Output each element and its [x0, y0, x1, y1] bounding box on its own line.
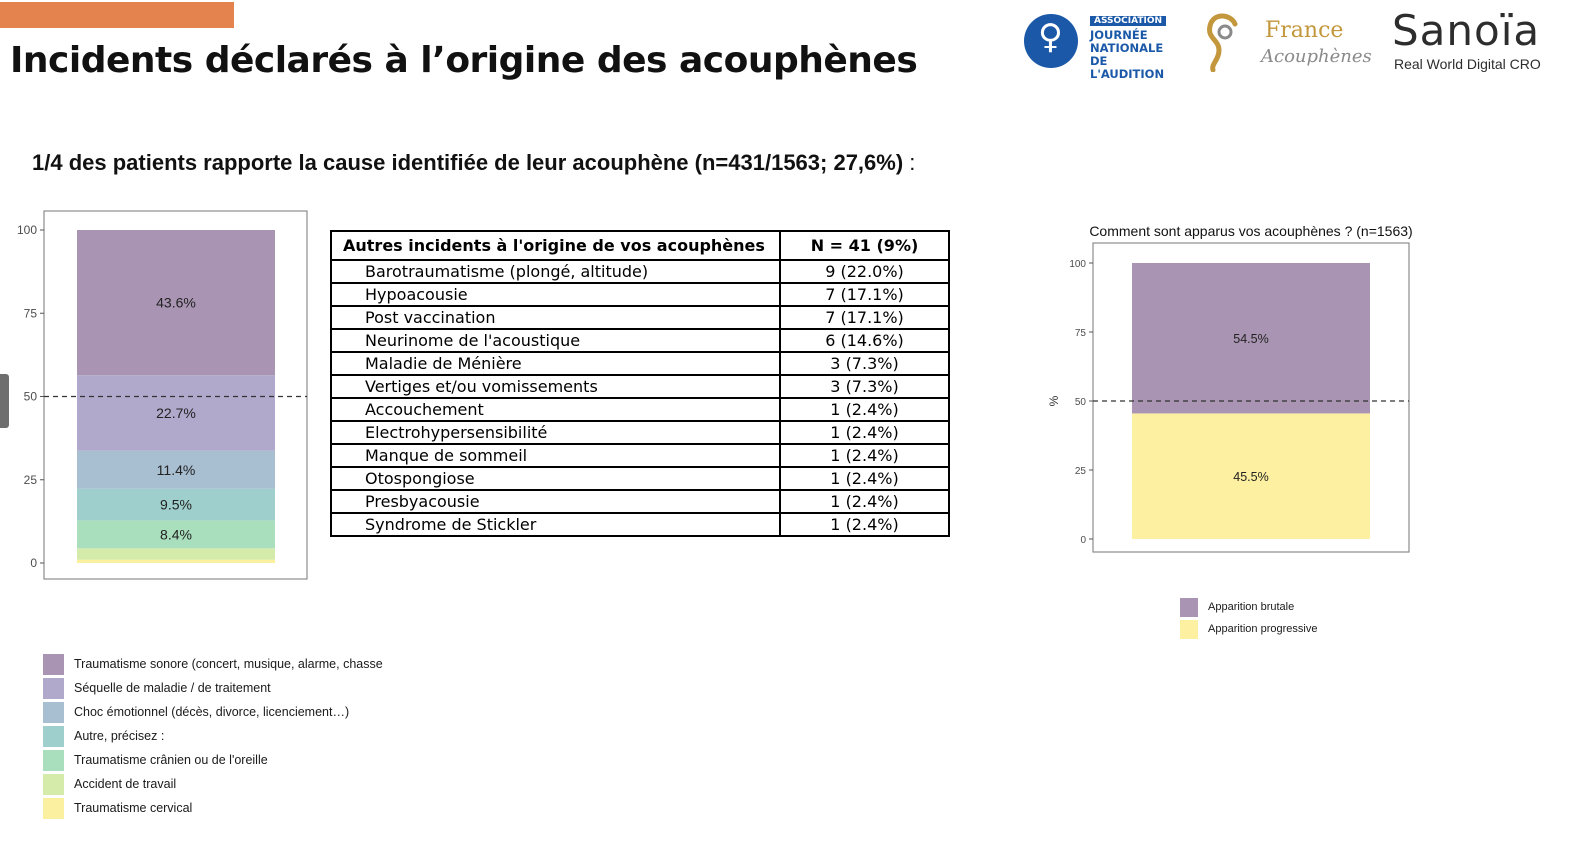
table-row — [331, 467, 949, 490]
legend-swatch — [43, 798, 64, 819]
legend-item — [43, 676, 383, 700]
sanoia-name: Sanoïa — [1392, 6, 1541, 55]
france-acouphenes-line2: Acouphènes — [1261, 46, 1372, 67]
table-row — [331, 329, 949, 352]
legend-label: Traumatisme crânien ou de l'oreille — [74, 753, 268, 767]
y-tick-label: 0 — [30, 556, 37, 570]
incident-count-cell: 1 (2.4%) — [780, 398, 949, 421]
y-tick-label: 100 — [16, 223, 37, 237]
table-header-incident: Autres incidents à l'origine de vos acouphènes — [331, 231, 780, 260]
table-row — [331, 398, 949, 421]
sanoia-logo — [1392, 6, 1552, 76]
legend-item — [43, 796, 383, 820]
legend-label: Apparition progressive — [1208, 623, 1318, 635]
incident-name-cell: Barotraumatisme (plongé, altitude) — [331, 260, 780, 283]
incident-name-cell: Hypoacousie — [331, 283, 780, 306]
bar-segment — [77, 560, 275, 563]
legend-item — [43, 724, 383, 748]
legend-label: Traumatisme sonore (concert, musique, alarme, chasse — [74, 657, 383, 671]
legend-item — [43, 772, 383, 796]
legend-label: Traumatisme cervical — [74, 801, 193, 815]
table-row — [331, 283, 949, 306]
cause-legend — [43, 652, 383, 820]
person-icon: ♀ — [1038, 17, 1063, 57]
incident-name-cell: Vertiges et/ou vomissements — [331, 375, 780, 398]
incident-count-cell: 7 (17.1%) — [780, 306, 949, 329]
legend-label: Autre, précisez : — [74, 729, 165, 743]
incident-count-cell: 1 (2.4%) — [780, 444, 949, 467]
y-axis-label: % — [1047, 395, 1061, 407]
incident-count-cell: 1 (2.4%) — [780, 513, 949, 536]
incident-name-cell: Accouchement — [331, 398, 780, 421]
incident-name-cell: Manque de sommeil — [331, 444, 780, 467]
incident-count-cell: 1 (2.4%) — [780, 421, 949, 444]
incident-name-cell: Maladie de Ménière — [331, 352, 780, 375]
table-header-row — [331, 231, 949, 260]
subtitle-text: 1/4 des patients rapporte la cause identifiée de leur acouphène (n=431/1563; 27,6%) — [32, 150, 904, 175]
incident-count-cell: 7 (17.1%) — [780, 283, 949, 306]
legend-swatch — [43, 750, 64, 771]
incident-name-cell: Otospongiose — [331, 467, 780, 490]
y-tick-label: 50 — [23, 389, 37, 404]
table-row — [331, 375, 949, 398]
accent-bar — [0, 2, 234, 28]
subtitle — [32, 150, 915, 176]
y-tick-label: 25 — [1074, 466, 1086, 477]
bar-data-label: 45.5% — [1233, 470, 1269, 485]
onset-legend — [1180, 596, 1317, 640]
bar-data-label: 11.4% — [156, 461, 196, 478]
table-header-count: N = 41 (9%) — [780, 231, 949, 260]
table-row — [331, 306, 949, 329]
incident-name-cell: Syndrome de Stickler — [331, 513, 780, 536]
legend-label: Apparition brutale — [1208, 601, 1295, 613]
legend-swatch — [1180, 598, 1198, 617]
table-row — [331, 444, 949, 467]
bar-segment — [77, 548, 275, 559]
legend-label: Accident de travail — [74, 777, 177, 791]
incident-name-cell: Post vaccination — [331, 306, 780, 329]
other-incidents-table — [330, 230, 950, 537]
y-tick-label: 50 — [1074, 397, 1086, 408]
incident-count-cell: 3 (7.3%) — [780, 375, 949, 398]
jna-logo — [1024, 12, 1184, 81]
incident-count-cell: 9 (22.0%) — [780, 260, 949, 283]
ear-icon — [1205, 10, 1243, 72]
jna-logo-text: JOURNÉE NATIONALE DE L'AUDITION — [1090, 28, 1165, 81]
incident-count-cell: 6 (14.6%) — [780, 329, 949, 352]
bar-data-label: 8.4% — [160, 526, 192, 543]
y-tick-label: 75 — [23, 306, 37, 321]
france-acouphenes-logo — [1205, 6, 1375, 78]
incident-name-cell: Electrohypersensibilité — [331, 421, 780, 444]
y-tick-label: 100 — [1069, 259, 1086, 270]
table-row — [331, 421, 949, 444]
y-tick-label: 0 — [1080, 535, 1086, 546]
legend-label: Séquelle de maladie / de traitement — [74, 681, 271, 695]
legend-item — [1180, 618, 1317, 640]
table-body — [331, 260, 949, 536]
chart-title: Comment sont apparus vos acouphènes ? (n=1563) — [1089, 223, 1413, 239]
y-tick-label: 75 — [1074, 328, 1086, 339]
page-title: Incidents déclarés à l’origine des acouphènes — [10, 40, 918, 81]
onset-stacked-bar-chart — [1040, 210, 1440, 560]
bar-data-label: 54.5% — [1233, 332, 1269, 347]
legend-swatch — [43, 774, 64, 795]
legend-swatch — [1180, 620, 1198, 639]
sanoia-tagline: Real World Digital CRO — [1394, 56, 1541, 72]
france-acouphenes-line1: France — [1265, 18, 1344, 43]
bar-data-label: 9.5% — [160, 496, 192, 513]
bar-data-label: 22.7% — [156, 404, 196, 421]
incident-count-cell: 3 (7.3%) — [780, 352, 949, 375]
legend-swatch — [43, 726, 64, 747]
subtitle-suffix: : — [903, 150, 916, 175]
incident-name-cell: Presbyacousie — [331, 490, 780, 513]
incident-count-cell: 1 (2.4%) — [780, 467, 949, 490]
legend-item — [1180, 596, 1317, 618]
table-row — [331, 260, 949, 283]
legend-swatch — [43, 678, 64, 699]
table-row — [331, 490, 949, 513]
table-row — [331, 352, 949, 375]
legend-label: Choc émotionnel (décès, divorce, licenciement…) — [74, 705, 350, 719]
legend-item — [43, 700, 383, 724]
bar-data-label: 43.6% — [156, 294, 196, 311]
legend-item — [43, 748, 383, 772]
y-tick-label: 25 — [23, 472, 37, 487]
cause-stacked-bar-chart — [0, 200, 320, 590]
incident-name-cell: Neurinome de l'acoustique — [331, 329, 780, 352]
legend-swatch — [43, 702, 64, 723]
table-row — [331, 513, 949, 536]
jna-logo-badge: ASSOCIATION — [1090, 16, 1166, 26]
legend-item — [43, 652, 383, 676]
legend-swatch — [43, 654, 64, 675]
incident-count-cell: 1 (2.4%) — [780, 490, 949, 513]
